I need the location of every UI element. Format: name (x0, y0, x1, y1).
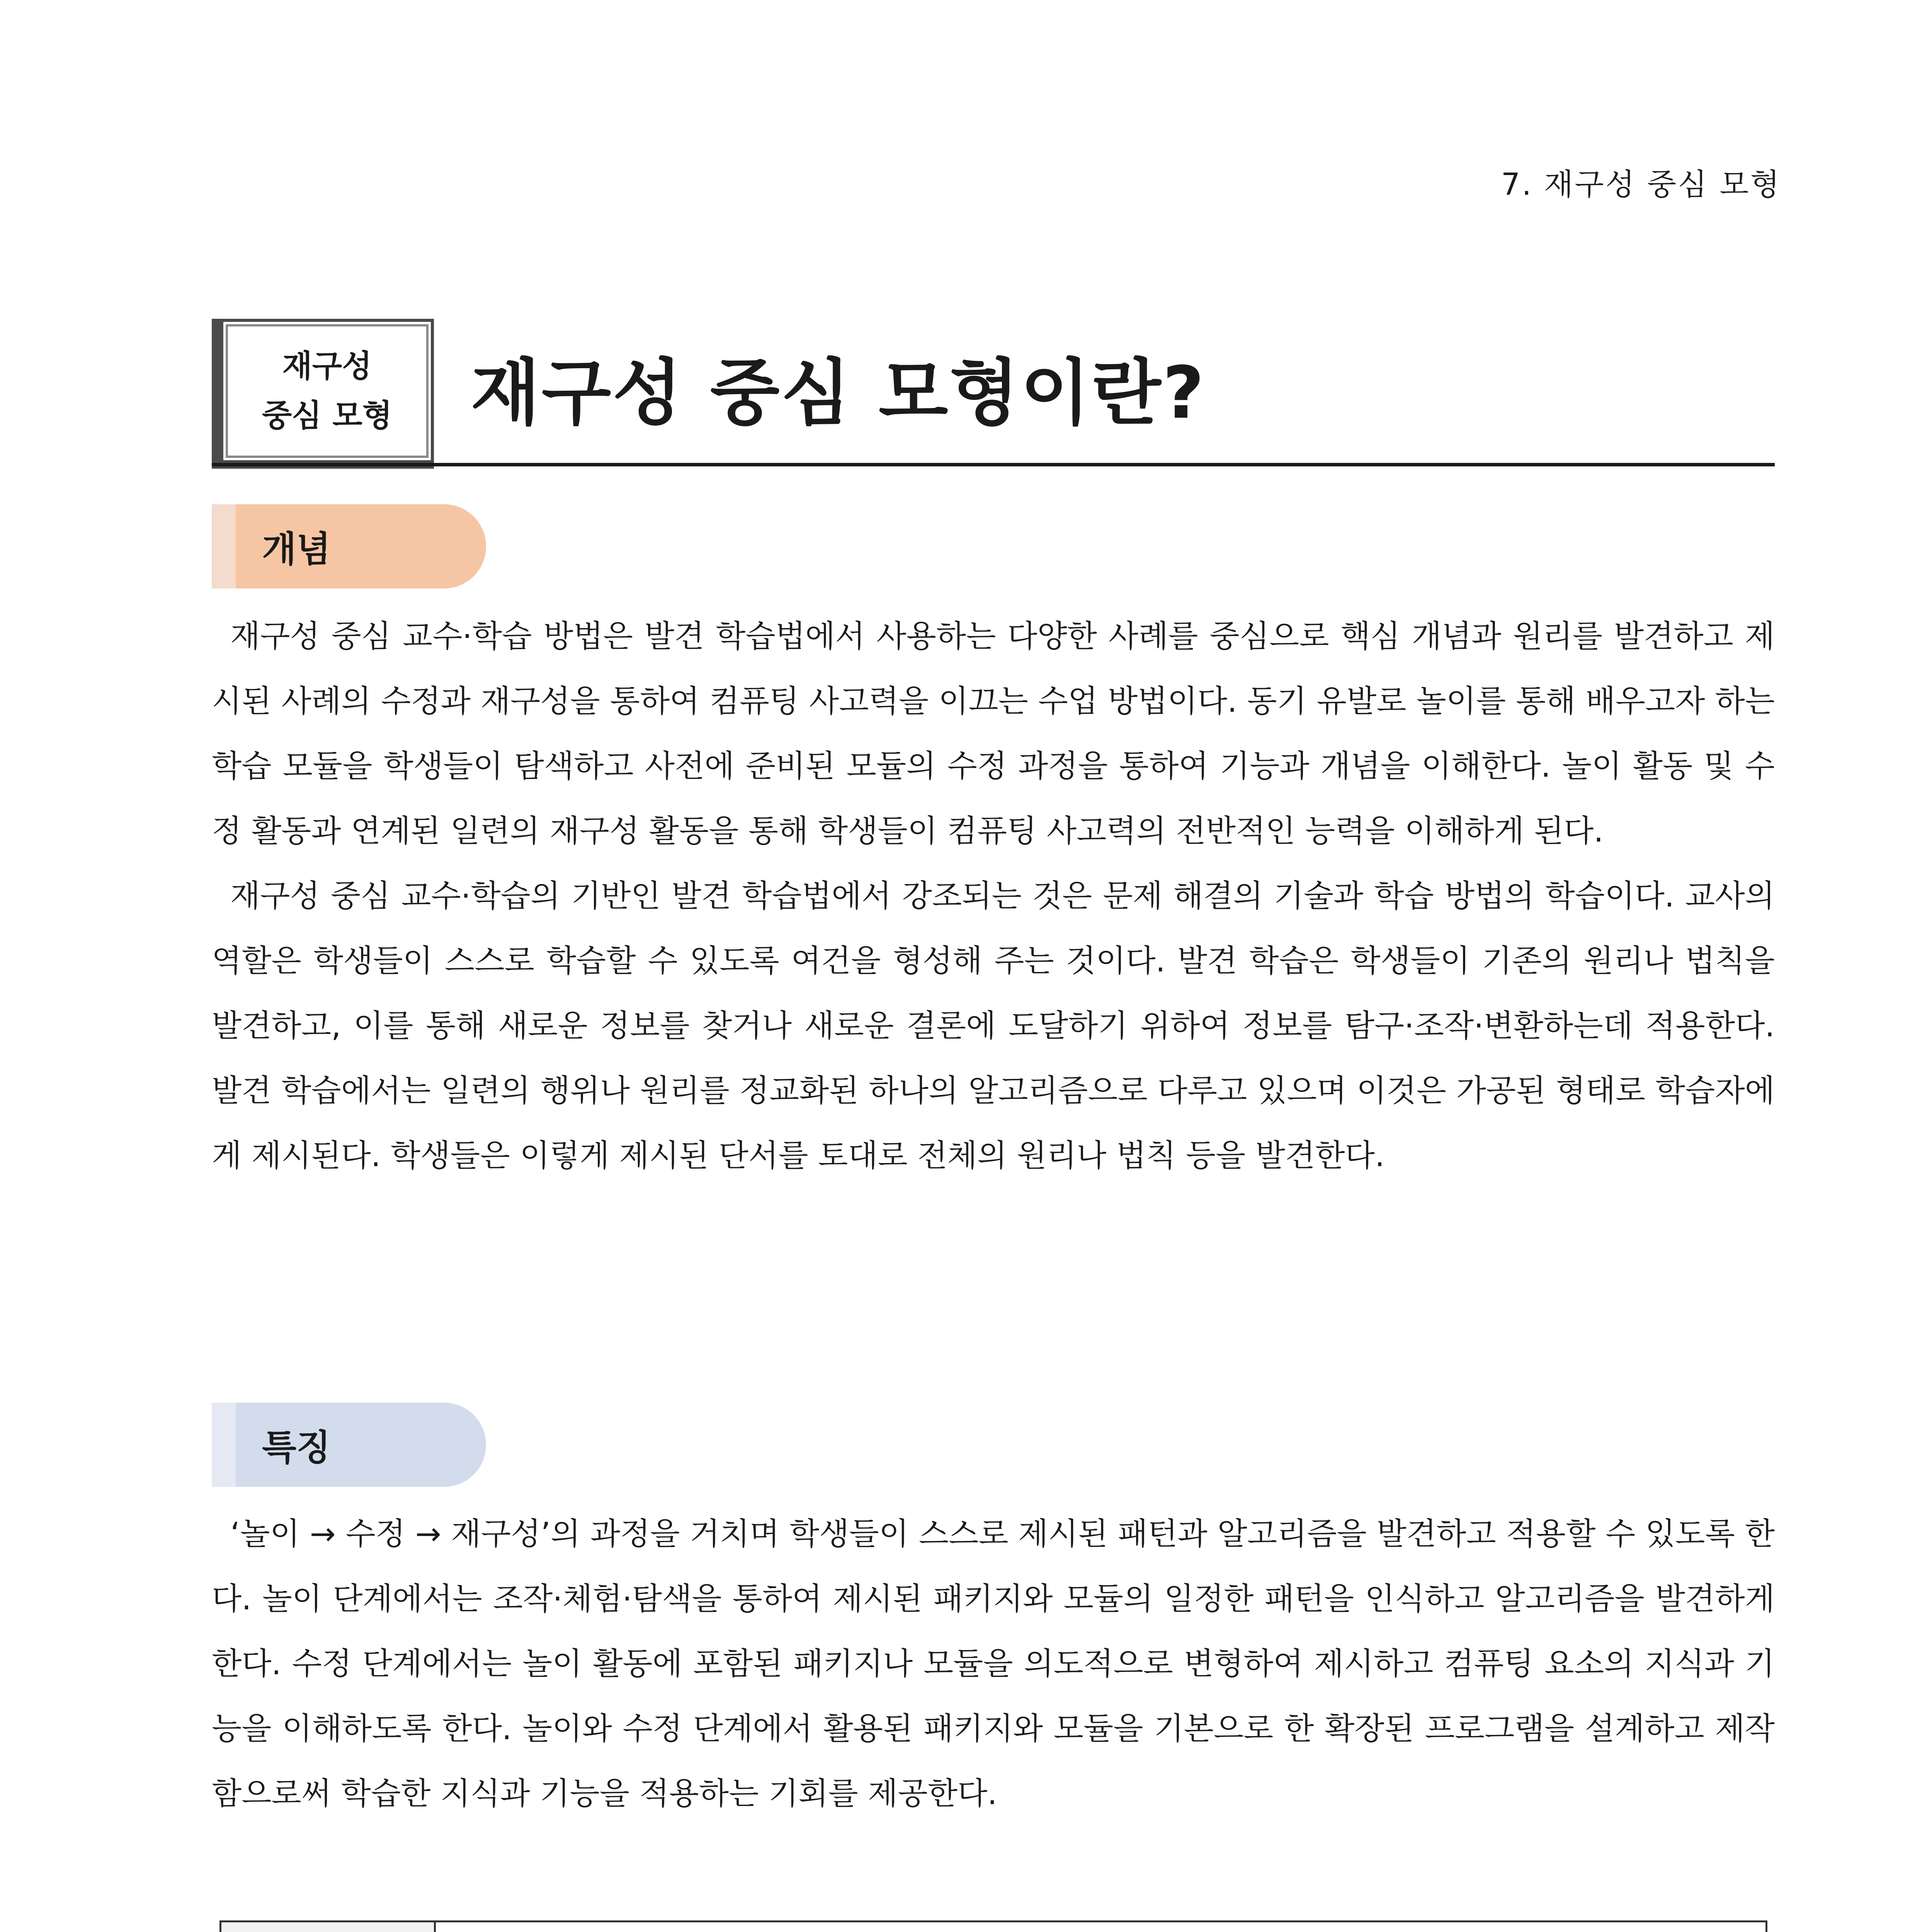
concept-paragraph-1: 재구성 중심 교수·학습 방법은 발견 학습법에서 사용하는 다양한 사례를 중심으로 핵심 개념과 원리를 발견하고 제시된 사례의 수정과 재구성을 통하여 컴퓨팅 사고력을 이끄는 수업 방법이다. 동기 유발로 놀이를 통해 배우고자 하는 학습 모듈을 학생들이 탐색하고 사전에 준비된 모듈의 수정 과정을 통하여 기능과 개념을 이해한다. 놀이 활동 및 수정 활동과 연계된 일련의 재구성 활동을 통해 학생들이 컴퓨팅 사고력의 전반적인 능력을 이해하게 된다. (212, 618, 1775, 849)
section-label-feature (212, 1403, 486, 1487)
running-header: 7. 재구성 중심 모형 (1501, 167, 1781, 202)
concept-paragraph-2: 재구성 중심 교수·학습의 기반인 발견 학습법에서 강조되는 것은 문제 해결의 기술과 학습 방법의 학습이다. 교사의 역할은 학생들이 스스로 학습할 수 있도록 여건을 형성해 주는 것이다. 발견 학습은 학생들이 기존의 원리나 법칙을 발견하고, 이를 통해 새로운 정보를 찾거나 새로운 결론에 도달하기 위하여 정보를 탐구·조작·변환하는데 적용한다. 발견 학습에서는 일련의 행위나 원리를 정교화된 하나의 알고리즘으로 다루고 있으며 이것은 가공된 형태로 학습자에게 제시된다. 학생들은 이렇게 제시된 단서를 토대로 전체의 원리나 법칙 등을 발견한다. (212, 878, 1775, 1173)
table-row-purpose (221, 1922, 1767, 1932)
title-badge (212, 319, 434, 469)
concept-body (212, 604, 1775, 1188)
purpose-text (435, 1922, 1767, 1932)
purpose-label (221, 1922, 435, 1932)
section-label-concept-text: 개념 (262, 529, 331, 570)
page-title: 재구성 중심 모형이란? (471, 351, 1206, 435)
summary-table (219, 1920, 1767, 1932)
title-badge-line-1: 재구성 (282, 348, 372, 384)
title-badge-line-2: 중심 모형 (262, 398, 392, 434)
section-label-feature-text: 특징 (262, 1427, 331, 1468)
section-label-concept (212, 504, 486, 588)
title-divider (212, 463, 1775, 466)
feature-paragraph-1: ‘놀이 → 수정 → 재구성’의 과정을 거치며 학생들이 스스로 제시된 패턴과 알고리즘을 발견하고 적용할 수 있도록 한다. 놀이 단계에서는 조작·체험·탐색을 통하여 제시된 패키지와 모듈의 일정한 패턴을 인식하고 알고리즘을 발견하게 한다. 수정 단계에서는 놀이 활동에 포함된 패키지나 모듈을 의도적으로 변형하여 제시하고 컴퓨팅 요소의 지식과 기능을 이해하도록 한다. 놀이와 수정 단계에서 활용된 패키지와 모듈을 기본으로 한 확장된 프로그램을 설계하고 제작함으로써 학습한 지식과 기능을 적용하는 기회를 제공한다. (212, 1516, 1775, 1811)
feature-body (212, 1502, 1775, 1826)
